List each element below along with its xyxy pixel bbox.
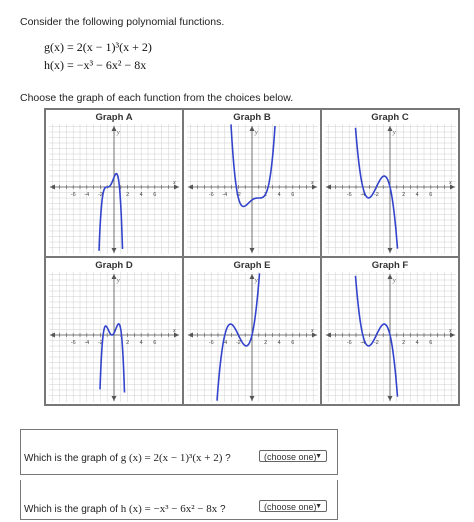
x-axis-label: x — [449, 180, 452, 186]
intro-text: Consider the following polynomial functions. — [20, 16, 225, 28]
graph-select-g-value: (choose one) — [264, 452, 317, 462]
x-tick-label: 2 — [402, 340, 406, 346]
x-tick-label: 6 — [291, 340, 295, 346]
triangle-down-icon: ▼ — [315, 503, 322, 510]
question-h-math: h (x) = −x³ − 6x² − 8x — [120, 503, 218, 515]
x-tick-label: 2 — [402, 192, 406, 198]
x-tick-label: -2 — [97, 340, 103, 346]
formula-g: g(x) = 2(x − 1)³(x + 2) — [44, 40, 152, 54]
x-tick-label: -6 — [346, 340, 352, 346]
x-axis-label: x — [449, 328, 452, 334]
graph-a-title: Graph A — [95, 112, 133, 123]
x-tick-label: 6 — [291, 192, 295, 198]
x-tick-label: -2 — [373, 192, 379, 198]
question-h — [20, 480, 338, 520]
x-axis-label: x — [173, 180, 176, 186]
x-tick-label: 4 — [277, 340, 281, 346]
x-tick-label: 4 — [139, 192, 143, 198]
y-axis-arrow — [388, 248, 393, 253]
x-tick-label: 6 — [153, 192, 157, 198]
triangle-down-icon: ▼ — [315, 453, 322, 460]
x-tick-label: -6 — [346, 192, 352, 198]
x-tick-label: -2 — [235, 340, 241, 346]
y-axis-label: y — [393, 278, 396, 284]
graph-select-g[interactable] — [259, 450, 327, 462]
graph-b — [183, 109, 321, 257]
x-tick-label: -2 — [373, 340, 379, 346]
x-tick-label: 4 — [415, 340, 419, 346]
x-tick-label: -4 — [84, 340, 90, 346]
graph-select-h-value: (choose one) — [264, 502, 317, 512]
graph-f-plot — [322, 258, 459, 405]
graph-a-plot — [46, 110, 183, 257]
question-g-suffix: ? — [225, 453, 231, 464]
graph-select-h[interactable] — [259, 500, 327, 512]
x-tick-label: 2 — [264, 192, 268, 198]
x-tick-label: -4 — [360, 340, 366, 346]
y-axis-arrow — [388, 396, 393, 401]
function-curve — [231, 124, 275, 206]
graph-grid — [44, 108, 460, 406]
graph-e-plot — [184, 258, 321, 405]
x-tick-label: -4 — [222, 340, 228, 346]
question-g-prefix: Which is the graph of — [24, 453, 118, 464]
y-axis-label: y — [117, 130, 120, 136]
graph-e — [183, 257, 321, 405]
graph-f — [321, 257, 459, 405]
y-axis-label: y — [117, 278, 120, 284]
graph-e-title: Graph E — [233, 260, 271, 271]
x-tick-label: -6 — [208, 340, 214, 346]
x-tick-label: 4 — [415, 192, 419, 198]
formula-h: h(x) = −x³ − 6x² − 8x — [44, 58, 147, 72]
graph-d — [45, 257, 183, 405]
question-g-math: g (x) = 2(x − 1)³(x + 2) — [120, 452, 223, 464]
choose-instruction: Choose the graph of each function from the choices below. — [20, 92, 294, 104]
question-h-text — [24, 503, 226, 515]
x-axis-label: x — [173, 328, 176, 334]
x-tick-label: -4 — [360, 192, 366, 198]
graph-b-plot — [184, 110, 321, 257]
x-tick-label: -4 — [84, 192, 90, 198]
x-tick-label: 4 — [277, 192, 281, 198]
question-h-prefix: Which is the graph of — [24, 504, 118, 515]
x-tick-label: -6 — [208, 192, 214, 198]
question-h-suffix: ? — [220, 504, 226, 515]
function-curve — [99, 174, 123, 251]
question-g — [20, 429, 338, 475]
x-tick-label: 2 — [126, 192, 130, 198]
x-tick-label: 2 — [264, 340, 268, 346]
question-g-text — [24, 452, 231, 464]
y-axis-label: y — [393, 130, 396, 136]
graph-d-plot — [46, 258, 183, 405]
y-axis-arrow — [112, 248, 117, 253]
x-tick-label: 2 — [126, 340, 130, 346]
x-tick-label: 6 — [429, 340, 433, 346]
x-tick-label: 4 — [139, 340, 143, 346]
graph-b-title: Graph B — [233, 112, 271, 123]
graph-c-plot — [322, 110, 459, 257]
x-axis-label: x — [311, 328, 314, 334]
x-tick-label: -6 — [70, 192, 76, 198]
y-axis-arrow — [250, 248, 255, 253]
x-tick-label: -2 — [97, 192, 103, 198]
y-axis-label: y — [255, 278, 258, 284]
x-axis-label: x — [311, 180, 314, 186]
y-axis-arrow — [250, 396, 255, 401]
graph-a — [45, 109, 183, 257]
x-tick-label: -4 — [222, 192, 228, 198]
graph-d-title: Graph D — [95, 260, 133, 271]
x-tick-label: -2 — [235, 192, 241, 198]
graph-c — [321, 109, 459, 257]
x-tick-label: -6 — [70, 340, 76, 346]
y-axis-label: y — [255, 130, 258, 136]
x-tick-label: 6 — [153, 340, 157, 346]
x-tick-label: 6 — [429, 192, 433, 198]
graph-f-title: Graph F — [371, 260, 409, 271]
y-axis-arrow — [112, 396, 117, 401]
graph-c-title: Graph C — [371, 112, 409, 123]
